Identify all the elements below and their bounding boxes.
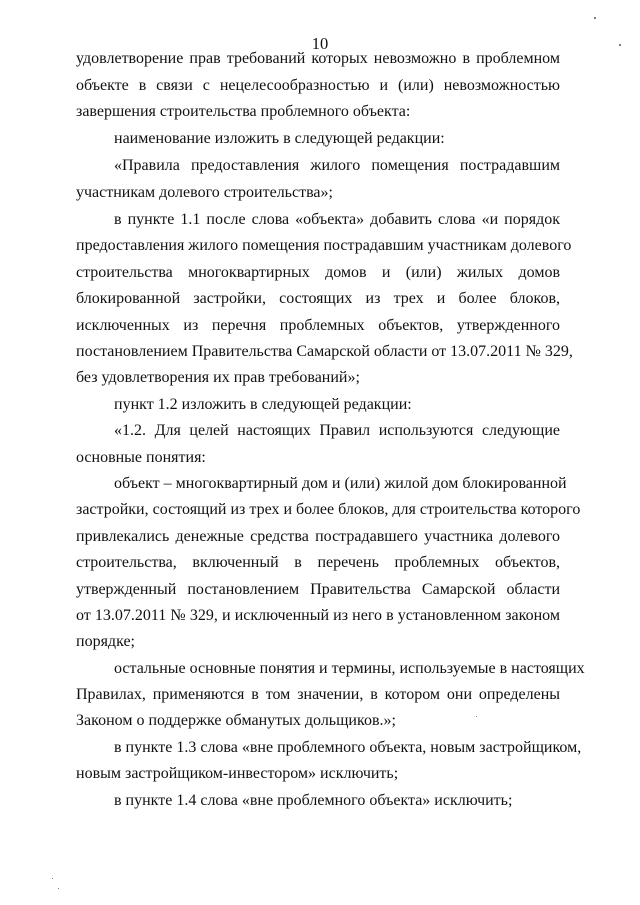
text-line: предоставления жилого помещения пострадавшим участникам долевого <box>76 237 572 254</box>
text-line: привлекались денежные средства пострадавшего участника долевого <box>76 528 560 545</box>
scan-speck <box>476 716 477 717</box>
text-line: застройки, состоящий из трех и более блоков, для строительства которого <box>76 501 581 518</box>
scan-speck <box>619 44 621 46</box>
text-line: удовлетворение прав требований которых невозможно в проблемном <box>76 50 560 67</box>
text-line: постановлением Правительства Самарской области от 13.07.2011 № 329, <box>76 343 573 360</box>
text-line: объекте в связи с нецелесообразностью и (или) невозможностью <box>76 77 560 94</box>
text-line: наименование изложить в следующей редакции: <box>114 130 445 147</box>
text-line: утвержденный постановлением Правительства Самарской области <box>76 581 560 598</box>
text-line: исключенных из перечня проблемных объектов, утвержденного <box>76 317 560 334</box>
text-line: в пункте 1.3 слова «вне проблемного объекта, новым застройщиком, <box>114 739 582 756</box>
text-line: Правилах, применяются в том значении, в котором они определены <box>76 686 560 703</box>
text-line: от 13.07.2011 № 329, и исключенный из него в установленном законом <box>76 607 560 624</box>
text-line: новым застройщиком-инвестором» исключить; <box>76 765 399 782</box>
text-line: строительства многоквартирных домов и (или) жилых домов <box>76 264 560 281</box>
text-line: участникам долевого строительства»; <box>76 184 333 201</box>
text-line: «1.2. Для целей настоящих Правил используются следующие <box>114 422 560 439</box>
text-line: блокированной застройки, состоящих из трех и более блоков, <box>76 290 560 307</box>
page-number: 10 <box>311 34 329 53</box>
text-line: Законом о поддержке обманутых дольщиков.»; <box>76 712 396 729</box>
text-line: без удовлетворения их прав требований»; <box>76 369 360 386</box>
text-line: пункт 1.2 изложить в следующей редакции: <box>114 396 412 413</box>
text-line: строительства, включенный в перечень проблемных объектов, <box>76 554 560 571</box>
scan-speck <box>594 17 596 19</box>
text-line: основные понятия: <box>76 449 206 466</box>
text-line: в пункте 1.4 слова «вне проблемного объекта» исключить; <box>114 792 513 809</box>
text-line: остальные основные понятия и термины, используемые в настоящих <box>114 660 585 677</box>
text-line: завершения строительства проблемного объекта: <box>76 103 411 120</box>
scan-speck <box>52 878 53 879</box>
scan-speck <box>58 888 59 889</box>
text-line: порядке; <box>76 633 135 650</box>
text-line: в пункте 1.1 после слова «объекта» добавить слова «и порядок <box>114 211 560 228</box>
text-line: «Правила предоставления жилого помещения пострадавшим <box>114 157 560 174</box>
text-line: объект – многоквартирный дом и (или) жилой дом блокированной <box>114 475 567 492</box>
